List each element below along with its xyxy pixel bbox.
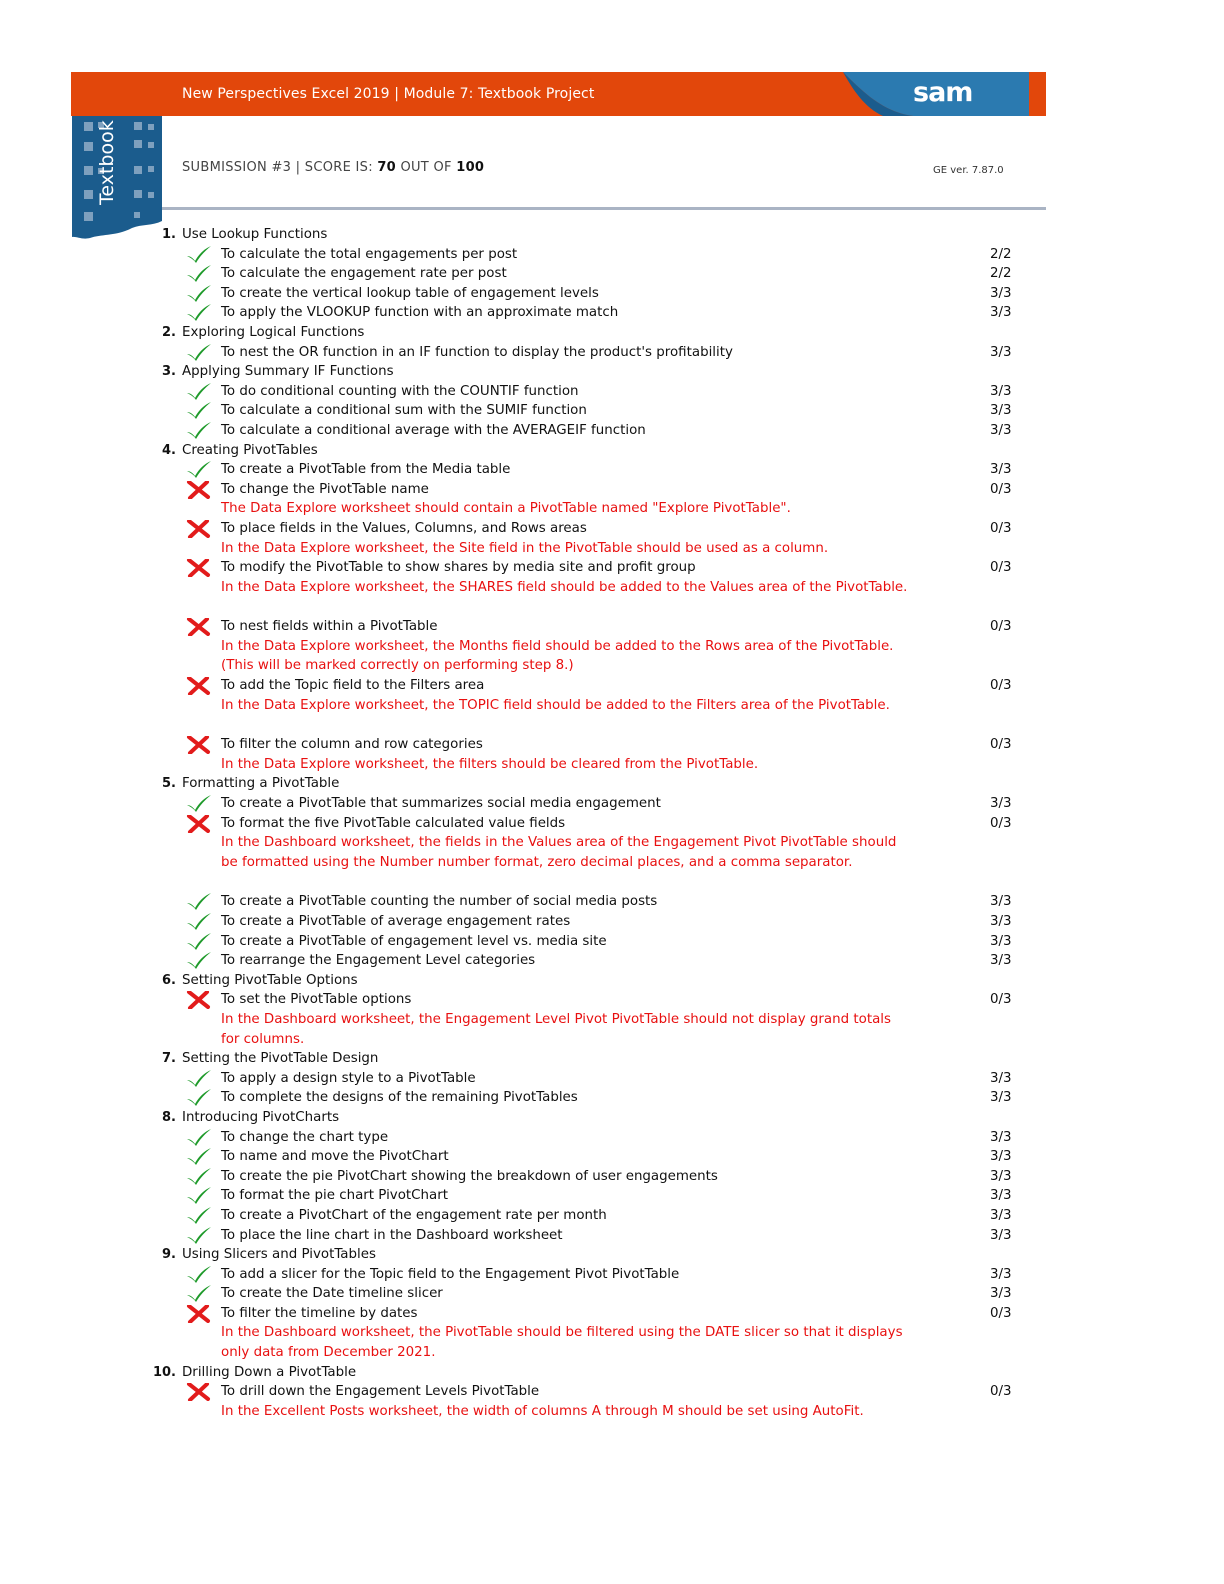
check-icon [186,1285,212,1303]
task-score: 0/3 [990,1384,1012,1400]
score-total: 100 [456,160,485,175]
check-icon [186,1227,212,1245]
check-icon [186,1266,212,1284]
task-description: To create a PivotTable that summarizes social media engagement [221,796,661,812]
section-number: 2. [162,324,176,340]
task-score: 3/3 [990,953,1012,969]
task-score: 3/3 [990,1070,1012,1086]
spacer [0,598,1224,618]
task-row [0,795,1224,815]
feedback-row [0,1403,1224,1423]
feedback-row [0,1011,1224,1031]
section-header [0,972,1224,992]
feedback-text: In the Data Explore worksheet, the Site field in the PivotTable should be used as a column. [221,540,829,556]
check-icon [186,1168,212,1186]
spacer [0,716,1224,736]
task-row [0,618,1224,638]
section-title: Formatting a PivotTable [182,776,340,792]
task-score: 0/3 [990,520,1012,536]
section-number: 10. [152,1364,176,1380]
task-description: To calculate a conditional average with the AVERAGEIF function [221,422,646,438]
task-row [0,1383,1224,1403]
side-tab-label: Textbook [96,120,118,205]
sam-logo-text: sam [913,77,973,108]
task-score: 0/3 [990,1305,1012,1321]
check-icon [186,1070,212,1088]
task-description: To apply a design style to a PivotTable [221,1070,476,1086]
cross-icon [186,559,212,577]
task-description: To filter the column and row categories [221,737,483,753]
task-score: 3/3 [990,1168,1012,1184]
task-description: To filter the timeline by dates [221,1305,418,1321]
section-number: 5. [162,776,176,792]
check-icon [186,422,212,440]
task-row [0,991,1224,1011]
feedback-row [0,1344,1224,1364]
version-label: GE ver. 7.87.0 [933,165,1004,176]
task-score: 0/3 [990,619,1012,635]
task-score: 3/3 [990,422,1012,438]
check-icon [186,1207,212,1225]
score-out-of: OUT OF [396,160,457,175]
section-header [0,775,1224,795]
section-header [0,442,1224,462]
task-row [0,1187,1224,1207]
feedback-row [0,1324,1224,1344]
section-number: 7. [162,1051,176,1067]
header-divider [162,207,1046,210]
section-title: Creating PivotTables [182,442,318,458]
feedback-text: only data from December 2021. [221,1345,436,1361]
check-icon [186,344,212,362]
task-row [0,520,1224,540]
task-score: 3/3 [990,1227,1012,1243]
task-score: 0/3 [990,678,1012,694]
feedback-row [0,697,1224,717]
task-row [0,815,1224,835]
task-score: 3/3 [990,1129,1012,1145]
check-icon [186,1187,212,1205]
section-number: 9. [162,1247,176,1263]
task-score: 0/3 [990,992,1012,1008]
task-score: 3/3 [990,1149,1012,1165]
section-title: Setting PivotTable Options [182,972,358,988]
task-score: 3/3 [990,1188,1012,1204]
cross-icon [186,991,212,1009]
feedback-text: In the Data Explore worksheet, the filters should be cleared from the PivotTable. [221,756,759,772]
task-row [0,933,1224,953]
task-description: To create the Date timeline slicer [221,1286,443,1302]
task-description: To do conditional counting with the COUNTIF function [221,383,579,399]
feedback-row [0,834,1224,854]
task-row [0,1207,1224,1227]
task-score: 3/3 [990,462,1012,478]
submission-label: SUBMISSION #3 | SCORE IS: [182,160,378,175]
task-score: 3/3 [990,344,1012,360]
feedback-row [0,540,1224,560]
task-row [0,1266,1224,1286]
task-description: To create a PivotTable of average engagement rates [221,914,571,929]
sam-logo [843,72,1029,116]
task-row [0,1285,1224,1305]
section-number: 4. [162,442,176,458]
grading-list [0,226,1224,1422]
section-header [0,363,1224,383]
task-description: To add the Topic field to the Filters area [221,678,485,694]
check-icon [186,795,212,813]
section-number: 1. [162,227,176,242]
task-description: To calculate a conditional sum with the SUMIF function [221,403,587,419]
cross-icon [186,736,212,754]
check-icon [186,1148,212,1166]
feedback-row [0,854,1224,874]
section-title: Use Lookup Functions [182,227,328,242]
feedback-row [0,638,1224,658]
task-description: To add a slicer for the Topic field to the Engagement Pivot PivotTable [221,1266,680,1282]
section-title: Using Slicers and PivotTables [182,1247,376,1263]
task-description: To place fields in the Values, Columns, and Rows areas [221,520,587,536]
task-score: 3/3 [990,285,1012,301]
spacer [0,873,1224,893]
check-icon [186,933,212,951]
feedback-text: In the Dashboard worksheet, the Engagement Level Pivot PivotTable should not display grand totals [221,1011,891,1027]
task-row [0,265,1224,285]
task-description: To name and move the PivotChart [221,1149,449,1165]
task-score: 3/3 [990,933,1012,949]
task-row [0,1089,1224,1109]
section-title: Introducing PivotCharts [182,1109,340,1125]
task-description: To modify the PivotTable to show shares by media site and profit group [221,560,696,576]
task-score: 3/3 [990,1286,1012,1302]
check-icon [186,285,212,303]
task-score: 3/3 [990,796,1012,812]
check-icon [186,304,212,322]
check-icon [186,246,212,264]
task-score: 2/2 [990,246,1012,262]
cross-icon [186,677,212,695]
task-row [0,481,1224,501]
task-description: To create the pie PivotChart showing the breakdown of user engagements [221,1168,718,1184]
task-description: To drill down the Engagement Levels PivotTable [221,1384,540,1400]
section-title: Applying Summary IF Functions [182,364,394,380]
task-description: To create the vertical lookup table of engagement levels [221,285,599,301]
task-description: To create a PivotTable counting the number of social media posts [221,894,658,910]
task-row [0,402,1224,422]
task-row [0,559,1224,579]
cross-icon [186,520,212,538]
check-icon [186,402,212,420]
task-score: 3/3 [990,894,1012,910]
feedback-row [0,500,1224,520]
task-score: 3/3 [990,914,1012,929]
task-description: To format the pie chart PivotChart [221,1188,448,1204]
check-icon [186,952,212,970]
task-score: 0/3 [990,737,1012,753]
section-header [0,1050,1224,1070]
task-row [0,285,1224,305]
cross-icon [186,1305,212,1323]
task-description: To complete the designs of the remaining PivotTables [221,1090,578,1106]
cross-icon [186,815,212,833]
task-description: To nest fields within a PivotTable [221,619,438,635]
check-icon [186,913,212,931]
task-row [0,1305,1224,1325]
section-title: Setting the PivotTable Design [182,1051,379,1067]
cross-icon [186,1383,212,1401]
section-header [0,1246,1224,1266]
task-row [0,1148,1224,1168]
section-number: 6. [162,972,176,988]
task-description: To apply the VLOOKUP function with an approximate match [221,305,619,321]
task-score: 3/3 [990,1207,1012,1223]
feedback-row [0,756,1224,776]
task-row [0,677,1224,697]
task-row [0,893,1224,913]
task-row [0,344,1224,364]
feedback-text: In the Excellent Posts worksheet, the width of columns A through M should be set using AutoFit. [221,1403,864,1419]
feedback-text: be formatted using the Number number format, zero decimal places, and a comma separator. [221,854,853,870]
task-description: To place the line chart in the Dashboard worksheet [221,1227,563,1243]
feedback-row [0,657,1224,677]
task-description: To change the PivotTable name [221,481,429,497]
feedback-text: The Data Explore worksheet should contain a PivotTable named "Explore PivotTable". [221,501,791,517]
task-description: To rearrange the Engagement Level categories [221,953,536,969]
task-score: 0/3 [990,815,1012,831]
task-score: 0/3 [990,481,1012,497]
feedback-text: (This will be marked correctly on performing step 8.) [221,658,574,674]
feedback-text: for columns. [221,1031,305,1047]
check-icon [186,461,212,479]
task-description: To create a PivotTable of engagement level vs. media site [221,933,607,949]
check-icon [186,383,212,401]
section-number: 3. [162,364,176,380]
feedback-text: In the Data Explore worksheet, the Months field should be added to the Rows area of the PivotTable. [221,638,894,654]
task-row [0,383,1224,403]
feedback-text: In the Data Explore worksheet, the SHARES field should be added to the Values area of the PivotTable. [221,579,908,595]
section-header [0,324,1224,344]
task-score: 3/3 [990,383,1012,399]
task-row [0,461,1224,481]
submission-score [182,160,484,175]
section-header [0,226,1224,246]
task-score: 3/3 [990,403,1012,419]
section-title: Drilling Down a PivotTable [182,1364,357,1380]
feedback-row [0,579,1224,599]
feedback-text: In the Dashboard worksheet, the PivotTable should be filtered using the DATE slicer so that it displays [221,1325,903,1341]
task-row [0,1168,1224,1188]
cross-icon [186,481,212,499]
check-icon [186,893,212,911]
task-row [0,1070,1224,1090]
feedback-text: In the Data Explore worksheet, the TOPIC field should be added to the Filters area of the PivotTable. [221,697,890,713]
check-icon [186,265,212,283]
task-score: 3/3 [990,1266,1012,1282]
task-description: To create a PivotChart of the engagement rate per month [221,1207,607,1223]
task-row [0,736,1224,756]
task-description: To nest the OR function in an IF function to display the product's profitability [221,344,733,360]
section-number: 8. [162,1109,176,1125]
task-row [0,246,1224,266]
task-description: To change the chart type [221,1129,389,1145]
task-score: 0/3 [990,560,1012,576]
task-description: To format the five PivotTable calculated value fields [221,815,566,831]
task-description: To create a PivotTable from the Media table [221,462,511,478]
task-row [0,952,1224,972]
task-row [0,304,1224,324]
task-score: 3/3 [990,305,1012,321]
project-title: New Perspectives Excel 2019 | Module 7: Textbook Project [182,86,595,102]
header-bar [71,72,1046,116]
task-score: 2/2 [990,266,1012,282]
task-row [0,1227,1224,1247]
task-row [0,913,1224,933]
task-description: To set the PivotTable options [221,992,412,1008]
section-header [0,1109,1224,1129]
feedback-row [0,1031,1224,1051]
feedback-text: In the Dashboard worksheet, the fields in the Values area of the Engagement Pivot PivotTable should [221,835,897,851]
check-icon [186,1089,212,1107]
task-description: To calculate the total engagements per post [221,246,518,262]
task-row [0,1129,1224,1149]
score-value: 70 [377,160,397,175]
cross-icon [186,618,212,636]
task-description: To calculate the engagement rate per post [221,266,507,282]
task-score: 3/3 [990,1090,1012,1106]
task-row [0,422,1224,442]
section-title: Exploring Logical Functions [182,324,365,340]
section-header [0,1364,1224,1384]
check-icon [186,1129,212,1147]
